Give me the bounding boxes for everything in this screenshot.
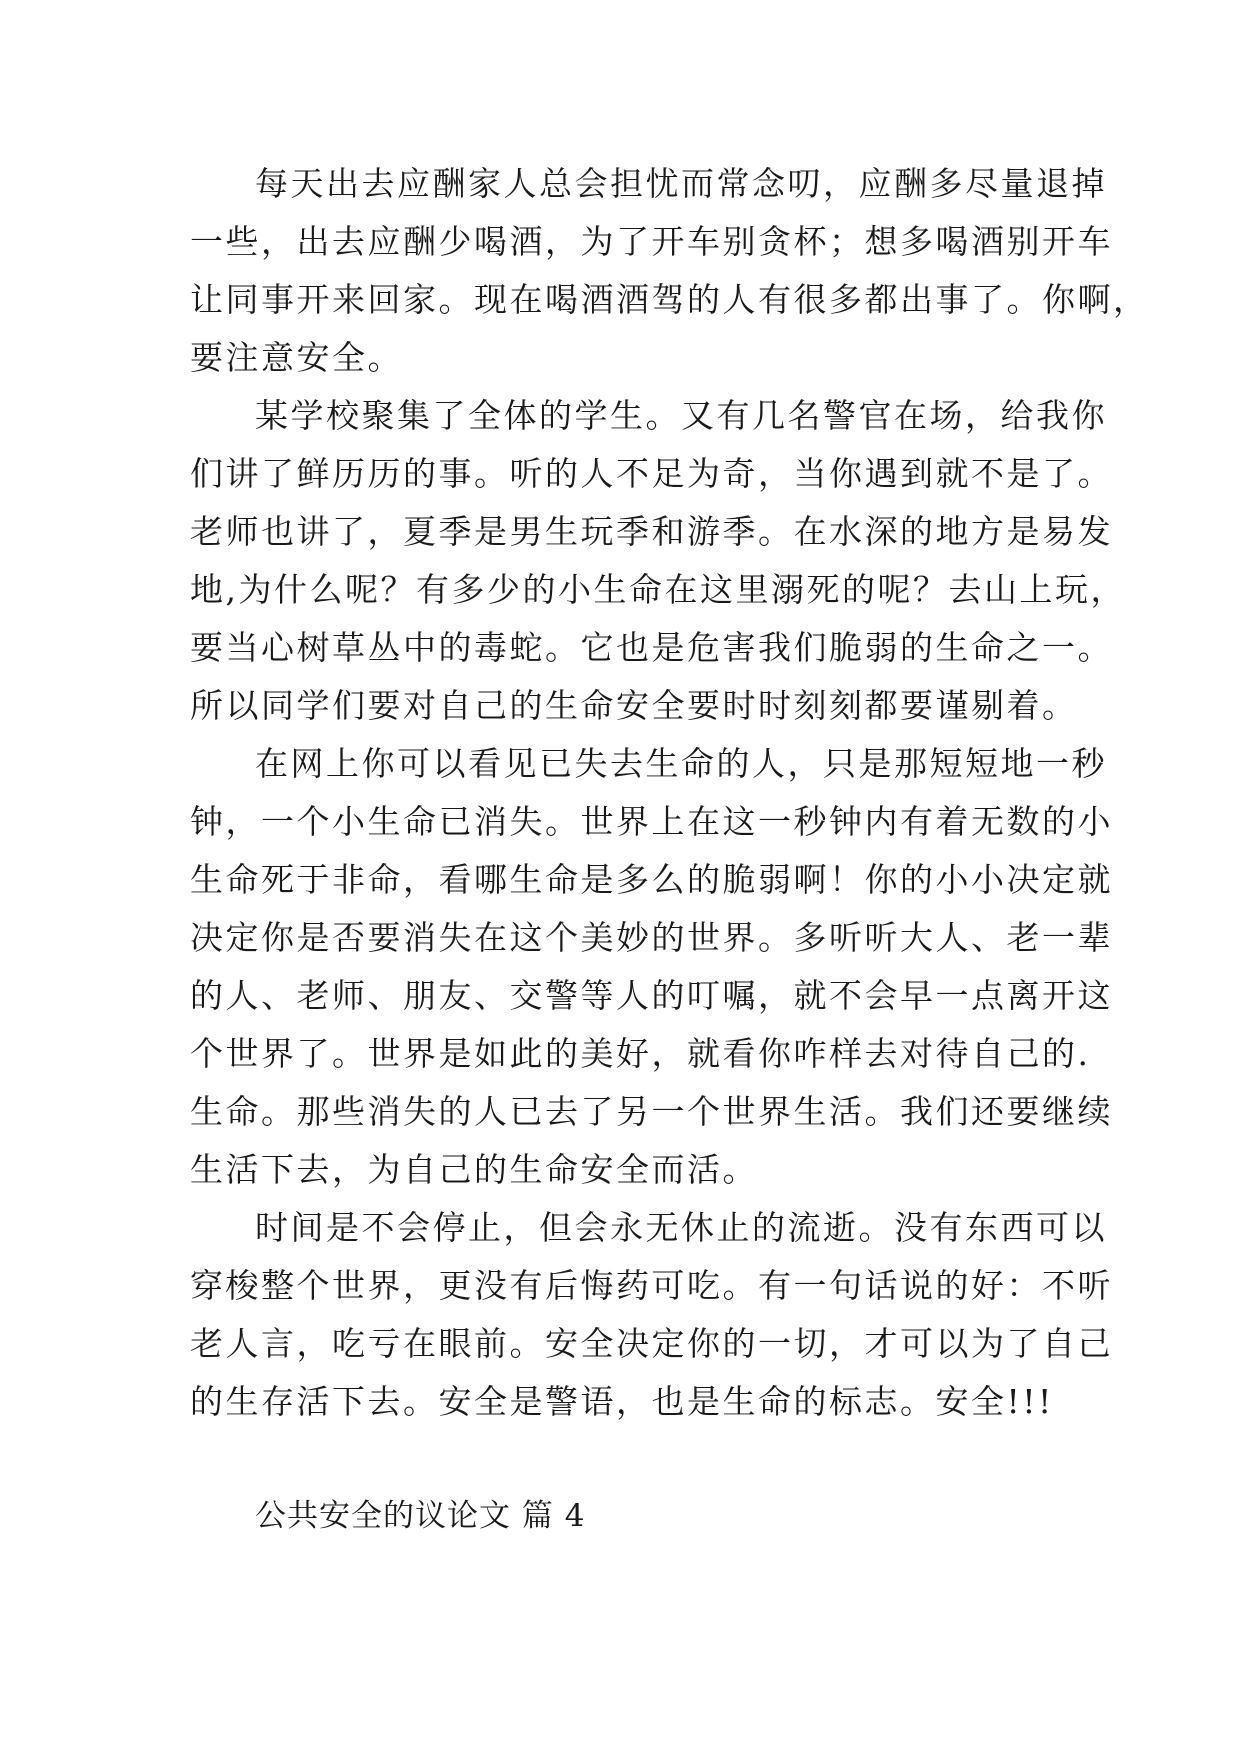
- paragraph-3-line-2: 钟，一个小生命已消失。世界上在这一秒钟内有着无数的小: [190, 802, 1113, 841]
- paragraph-3-line-7: 生命。那些消失的人已去了另一个世界生活。我们还要继续: [190, 1092, 1113, 1131]
- paragraph-1-line-2: 一些，出去应酬少喝酒，为了开车别贪杯；想多喝酒别开车: [190, 222, 1113, 261]
- paragraph-4-line-4: 的生存活下去。安全是警语，也是生命的标志。安全!!!: [190, 1382, 1054, 1421]
- paragraph-3-line-8: 生活下去，为自己的生命安全而活。: [190, 1150, 758, 1189]
- paragraph-4-line-3: 老人言，吃亏在眼前。安全决定你的一切，才可以为了自己: [190, 1324, 1113, 1363]
- paragraph-3-line-6: 个世界了。世界是如此的美好，就看你咋样去对待自己的.: [190, 1034, 1091, 1073]
- paragraph-3-line-5: 的人、老师、朋友、交警等人的叮嘱，就不会早一点离开这: [190, 976, 1113, 1015]
- paragraph-2-line-1: 某学校聚集了全体的学生。又有几名警官在场，给我你: [255, 396, 1107, 435]
- paragraph-1-line-3: 让同事开来回家。现在喝酒酒驾的人有很多都出事了。你啊，: [190, 280, 1149, 319]
- paragraph-2-line-4: 地,为什么呢？有多少的小生命在这里溺死的呢？去山上玩，: [190, 570, 1126, 609]
- paragraph-3-line-3: 生命死于非命，看哪生命是多么的脆弱啊！你的小小决定就: [190, 860, 1113, 899]
- paragraph-3-line-4: 决定你是否要消失在这个美妙的世界。多听听大人、老一辈: [190, 918, 1113, 957]
- paragraph-2-line-2: 们讲了鲜历历的事。听的人不足为奇，当你遇到就不是了。: [190, 454, 1113, 493]
- section-heading: 公共安全的议论文 篇 4: [255, 1498, 586, 1534]
- paragraph-1-line-4: 要注意安全。: [190, 338, 403, 377]
- paragraph-1-line-1: 每天出去应酬家人总会担忧而常念叨，应酬多尽量退掉: [255, 164, 1107, 203]
- paragraph-4-line-1: 时间是不会停止，但会永无休止的流逝。没有东西可以: [255, 1208, 1107, 1247]
- paragraph-2-line-6: 所以同学们要对自己的生命安全要时时刻刻都要谨剔着。: [190, 686, 1078, 725]
- paragraph-2-line-3: 老师也讲了，夏季是男生玩季和游季。在水深的地方是易发: [190, 512, 1113, 551]
- paragraph-2-line-5: 要当心树草丛中的毒蛇。它也是危害我们脆弱的生命之一。: [190, 628, 1113, 667]
- paragraph-3-line-1: 在网上你可以看见已失去生命的人，只是那短短地一秒: [255, 744, 1107, 783]
- paragraph-4-line-2: 穿梭整个世界，更没有后悔药可吃。有一句话说的好：不听: [190, 1266, 1113, 1305]
